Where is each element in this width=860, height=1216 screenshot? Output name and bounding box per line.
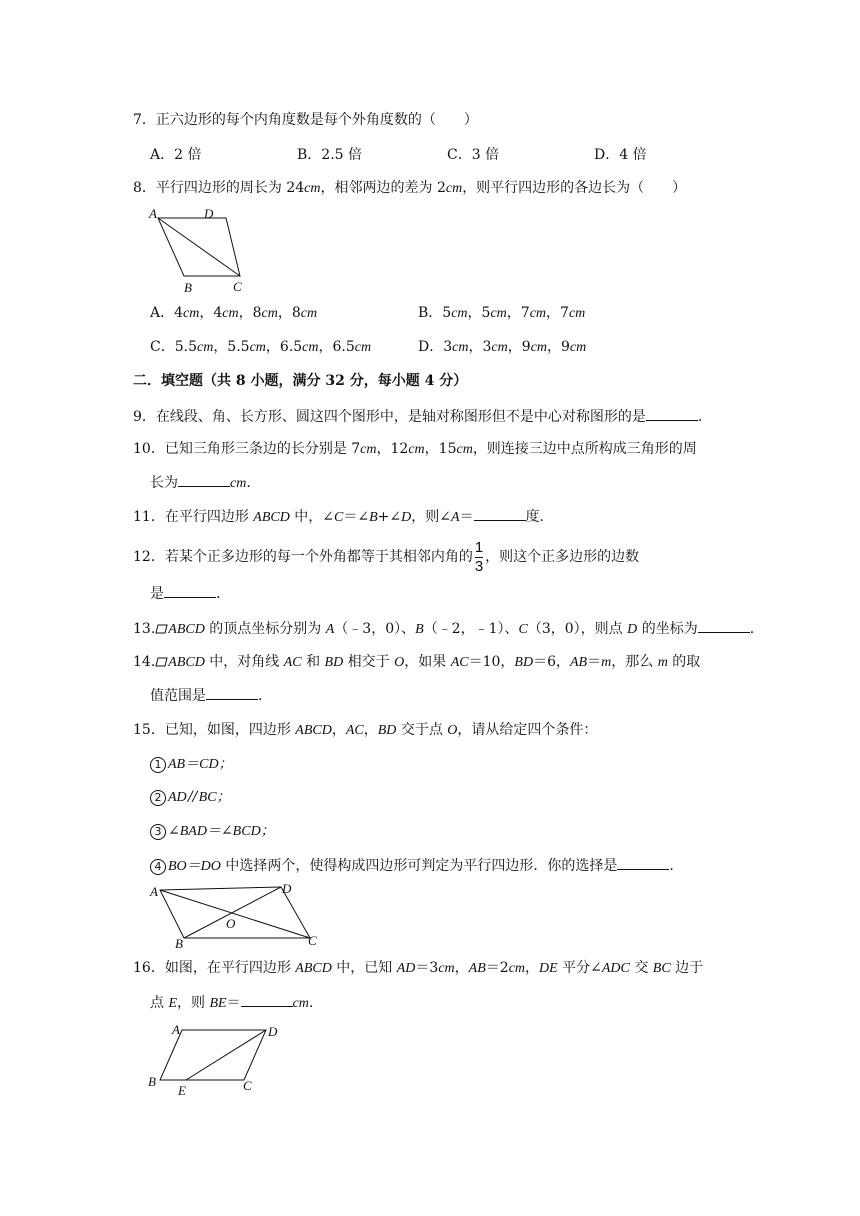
q16-answer-blank[interactable]: [241, 992, 293, 1007]
fig15-label-b: B: [175, 936, 183, 951]
parallelogram-symbol-icon: [155, 620, 168, 630]
q15-condition-4: 4 BO＝DO 中选择两个，使得构成四边形可判定为平行四边形．你的选择是 .: [150, 855, 674, 877]
q15-condition-1: 1 AB＝CD；: [150, 754, 233, 775]
q15-condition-2: 2 AD//BC；: [150, 787, 231, 808]
q7-option-a: A．2 倍: [150, 147, 202, 163]
fig15-label-c: C: [308, 933, 317, 948]
q8-option-d: D．3cm，3cm，9cm，9cm: [418, 339, 587, 355]
fig16-label-e: E: [178, 1083, 186, 1098]
q8-option-b: B．5cm，5cm，7cm，7cm: [418, 305, 586, 321]
fig8-label-a: A: [149, 206, 157, 221]
q12-answer-blank[interactable]: [164, 583, 216, 598]
q10-answer-blank[interactable]: [178, 472, 230, 487]
fraction-one-third: $\frac{1}{3}$: [474, 538, 484, 575]
q9: 9．在线段、角、长方形、圆这四个图形中，是轴对称图形但不是中心对称图形的是 .: [133, 406, 702, 427]
q15-stem: 15．已知，如图，四边形 ABCD，AC，BD 交于点 O，请从给定四个条件：: [133, 722, 598, 738]
fig8-label-d: D: [204, 206, 214, 221]
parallel-symbol-icon: //: [187, 789, 198, 805]
q13: 13. ABCD 的顶点坐标分别为 A（﹣3，0）、B（﹣2，﹣1）、C（3，0），则点 D 的坐标为 .: [133, 618, 754, 640]
q15-quadrilateral-figure: [144, 878, 330, 952]
q12-line1: 12．若某个正多边形的每一个外角都等于其相邻内角的 $\frac{1}{3}$ ，则这个正多边形的边数: [133, 538, 640, 575]
q8-option-a: A．4cm，4cm，8cm，8cm: [150, 305, 318, 321]
q13-answer-blank[interactable]: [698, 618, 750, 633]
q8-stem: 8．平行四边形的周长为 24cm，相邻两边的差为 2cm，则平行四边形的各边长为（ ）: [133, 180, 687, 196]
fig15-label-o: O: [226, 916, 236, 931]
fig16-label-a: A: [172, 1022, 180, 1037]
q16-line2: 点 E，则 BE＝ cm.: [150, 992, 313, 1014]
section-2-heading: 二．填空题（共 8 小题，满分 32 分，每小题 4 分）: [133, 373, 468, 389]
q7-option-b: B．2.5 倍: [297, 147, 363, 163]
q14-answer-blank[interactable]: [206, 685, 258, 700]
q7-stem: 7．正六边形的每个内角度数是每个外角度数的（ ）: [133, 112, 478, 128]
circled-number-3: 3: [150, 824, 166, 840]
q8-parallelogram-figure: [144, 204, 254, 296]
q16-parallelogram-figure: [144, 1020, 284, 1098]
q8-option-c: C．5.5cm，5.5cm，6.5cm，6.5cm: [150, 339, 372, 355]
fig16-label-b: B: [148, 1074, 156, 1089]
fig16-label-c: C: [243, 1078, 252, 1093]
q15-condition-3: 3 ∠BAD＝∠BCD；: [150, 821, 275, 842]
fig15-label-d: D: [282, 881, 292, 896]
q11: 11．在平行四边形 ABCD 中，∠C＝∠B+∠D，则∠A＝ 度.: [133, 506, 544, 528]
q7-option-c: C．3 倍: [447, 147, 500, 163]
q14-line2: 值范围是 .: [150, 685, 262, 706]
fig16-label-d: D: [268, 1024, 278, 1039]
q7-option-d: D．4 倍: [594, 147, 647, 163]
q16-line1: 16．如图，在平行四边形 ABCD 中，已知 AD＝3cm，AB＝2cm，DE 平分∠ADC 交 BC 边于: [133, 960, 704, 976]
q10-line2: 长为 cm.: [150, 472, 251, 494]
q10-line1: 10．已知三角形三条边的长分别是 7cm，12cm，15cm，则连接三边中点所构成三角形的周: [133, 441, 697, 457]
q15-answer-blank[interactable]: [617, 855, 669, 870]
q9-answer-blank[interactable]: [646, 406, 698, 421]
fig15-label-a: A: [150, 884, 158, 899]
circled-number-1: 1: [150, 757, 166, 773]
circled-number-4: 4: [150, 859, 166, 875]
q12-line2: 是 .: [150, 583, 220, 604]
fig8-label-b: B: [184, 280, 192, 295]
q14-line1: 14. ABCD 中，对角线 AC 和 BD 相交于 O，如果 AC＝10，BD＝6，AB＝m，那么 m 的取: [133, 654, 701, 670]
q11-answer-blank[interactable]: [474, 506, 526, 521]
parallelogram-symbol-icon: [155, 653, 168, 663]
fig8-label-c: C: [233, 279, 242, 294]
circled-number-2: 2: [150, 790, 166, 806]
